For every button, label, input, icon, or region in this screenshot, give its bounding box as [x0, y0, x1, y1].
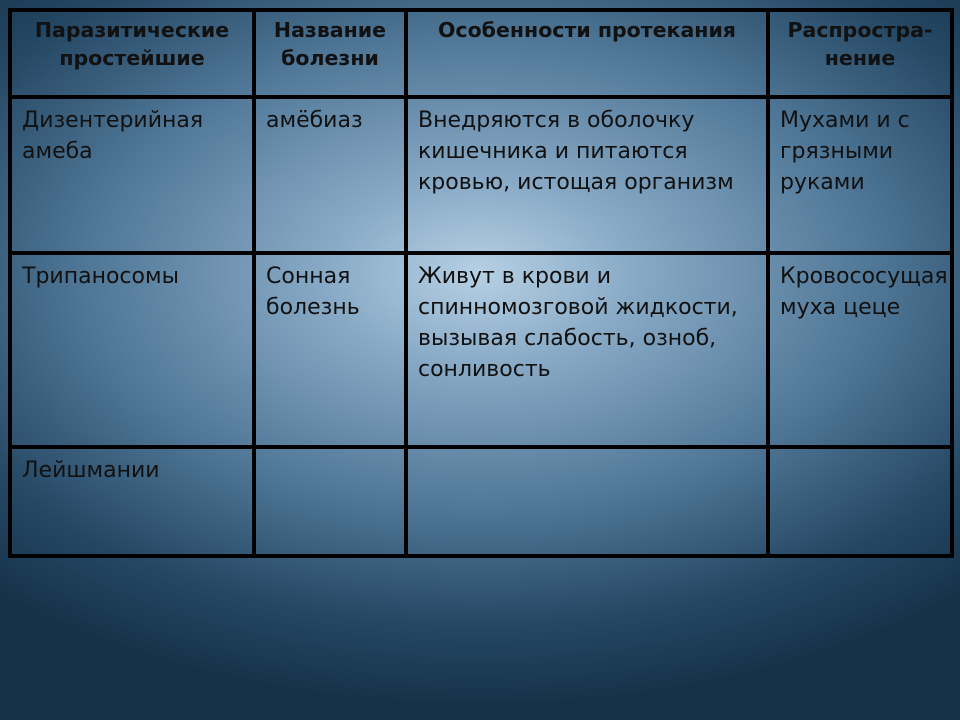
cell-features: Живут в крови и спинномозговой жидкости, вызывая слабость, озноб, сонливость [406, 253, 768, 447]
header-cell-features: Особенности протекания [406, 10, 768, 97]
table-header-row [10, 10, 952, 97]
cell-spread: Мухами и с грязными руками [768, 97, 952, 253]
cell-disease: Сонная болезнь [254, 253, 406, 447]
cell-organism: Трипаносомы [10, 253, 254, 447]
cell-organism: Дизентерийная амеба [10, 97, 254, 253]
table-row [10, 97, 952, 253]
cell-spread [768, 447, 952, 556]
cell-disease [254, 447, 406, 556]
parasites-table [8, 8, 954, 558]
table-row [10, 253, 952, 447]
header-cell-spread: Распростра-нение [768, 10, 952, 97]
cell-features: Внедряются в оболочку кишечника и питаются кровью, истощая организм [406, 97, 768, 253]
header-cell-disease: Название болезни [254, 10, 406, 97]
table-row [10, 447, 952, 556]
cell-organism: Лейшмании [10, 447, 254, 556]
cell-spread: Кровососущая муха цеце [768, 253, 952, 447]
cell-features [406, 447, 768, 556]
cell-disease: амёбиаз [254, 97, 406, 253]
header-cell-organism: Паразитические простейшие [10, 10, 254, 97]
